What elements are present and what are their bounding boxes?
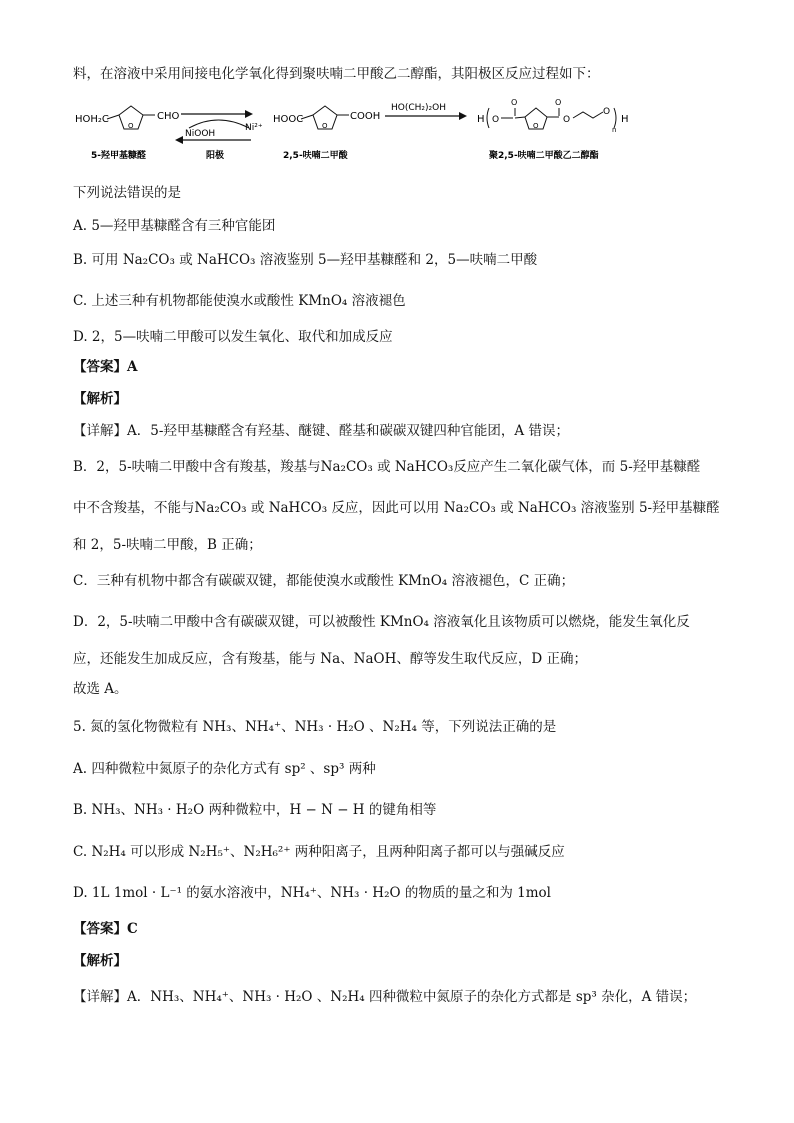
svg-text:O: O [533, 122, 539, 130]
q4-option-b: B. 可用 Na₂CO₃ 或 NaHCO₃ 溶液鉴别 5—羟甲基糠醛和 2，5—呋喃二甲酸 [73, 252, 538, 268]
q4-option-d: D. 2，5—呋喃二甲酸可以发生氧化、取代和加成反应 [73, 329, 393, 345]
q5-option-b: B. NH₃、NH₃ · H₂O 两种微粒中，H − N − H 的键角相等 [73, 802, 437, 818]
svg-text:O: O [511, 98, 518, 107]
m3-name: 聚2,5-呋喃二甲酸乙二醇酯 [489, 151, 599, 161]
arrow2-reagent: HO(CH₂)₂OH [391, 103, 446, 113]
q5-option-a: A. 四种微粒中氮原子的杂化方式有 sp² 、sp³ 两种 [73, 761, 376, 777]
svg-text:O: O [563, 115, 571, 125]
m3-formula-right: H [621, 114, 629, 125]
m1-formula-left: HOH₂C [75, 114, 109, 125]
reaction-scheme [73, 96, 633, 166]
q4-detail-3: 中不含羧基，不能与Na₂CO₃ 或 NaHCO₃ 反应，因此可以用 Na₂CO₃ 或 NaHCO₃ 溶液鉴别 5-羟甲基糠醛 [73, 500, 720, 516]
electrode-label: 阳极 [206, 151, 225, 161]
q4-detail-2: B．2，5-呋喃二甲酸中含有羧基，羧基与Na₂CO₃ 或 NaHCO₃反应产生二氧化碳气体，而 5-羟甲基糠醛 [73, 459, 701, 475]
q4-analysis-label: 【解析】 [73, 391, 127, 407]
arrow1-right: Ni²⁺ [245, 123, 263, 133]
svg-text:n: n [612, 126, 617, 134]
q4-detail-8: 故选 A。 [73, 681, 128, 697]
q4-option-c: C. 上述三种有机物都能使溴水或酸性 KMnO₄ 溶液褪色 [73, 293, 406, 309]
q5-analysis-label: 【解析】 [73, 953, 127, 969]
m3-formula-left: H [477, 114, 485, 125]
q4-detail-4: 和 2，5-呋喃二甲酸，B 正确； [73, 537, 262, 553]
q4-answer: 【答案】A [73, 359, 138, 375]
m1-formula-right: CHO [157, 111, 180, 122]
q5-answer: 【答案】C [73, 921, 138, 937]
svg-text:O: O [128, 122, 134, 130]
intro-text: 料，在溶液中采用间接电化学氧化得到聚呋喃二甲酸乙二醇酯，其阳极区反应过程如下： [73, 66, 600, 82]
svg-text:O: O [555, 98, 562, 107]
svg-text:O: O [603, 107, 611, 117]
q5-stem: 5. 氮的氢化物微粒有 NH₃、NH₄⁺、NH₃ · H₂O 、N₂H₄ 等，下列说法正确的是 [73, 719, 557, 735]
q4-detail-6: D．2，5-呋喃二甲酸中含有碳碳双键，可以被酸性 KMnO₄ 溶液氧化且该物质可以燃烧，能发生氧化反 [73, 614, 690, 630]
q4-option-a: A. 5—羟甲基糠醛含有三种官能团 [73, 218, 276, 234]
q4-detail-5: C．三种有机物中都含有碳碳双键，都能使溴水或酸性 KMnO₄ 溶液褪色，C 正确； [73, 573, 575, 589]
m2-formula-left: HOOC [273, 114, 304, 125]
m1-name: 5-羟甲基糠醛 [91, 151, 146, 161]
svg-text:O: O [322, 122, 328, 130]
q5-option-d: D. 1L 1mol · L⁻¹ 的氨水溶液中，NH₄⁺、NH₃ · H₂O 的物质的量之和为 1mol [73, 885, 551, 901]
m2-name: 2,5-呋喃二甲酸 [283, 151, 348, 161]
m2-formula-right: COOH [350, 111, 381, 122]
q5-option-c: C. N₂H₄ 可以形成 N₂H₅⁺、N₂H₆²⁺ 两种阳离子，且两种阳离子都可以与强碱反应 [73, 844, 565, 860]
q5-detail-1: 【详解】A．NH₃、NH₄⁺、NH₃ · H₂O 、N₂H₄ 四种微粒中氮原子的杂化方式都是 sp³ 杂化，A 错误； [73, 989, 697, 1005]
q4-detail-7: 应，还能发生加成反应，含有羧基，能与 Na、NaOH、醇等发生取代反应，D 正确； [73, 651, 587, 667]
question-prompt: 下列说法错误的是 [73, 185, 181, 201]
svg-text:O: O [492, 115, 500, 125]
arrow1-bottom: NiOOH [185, 129, 216, 139]
q4-detail-1: 【详解】A．5-羟甲基糠醛含有羟基、醚键、醛基和碳碳双键四种官能团，A 错误； [73, 423, 569, 439]
